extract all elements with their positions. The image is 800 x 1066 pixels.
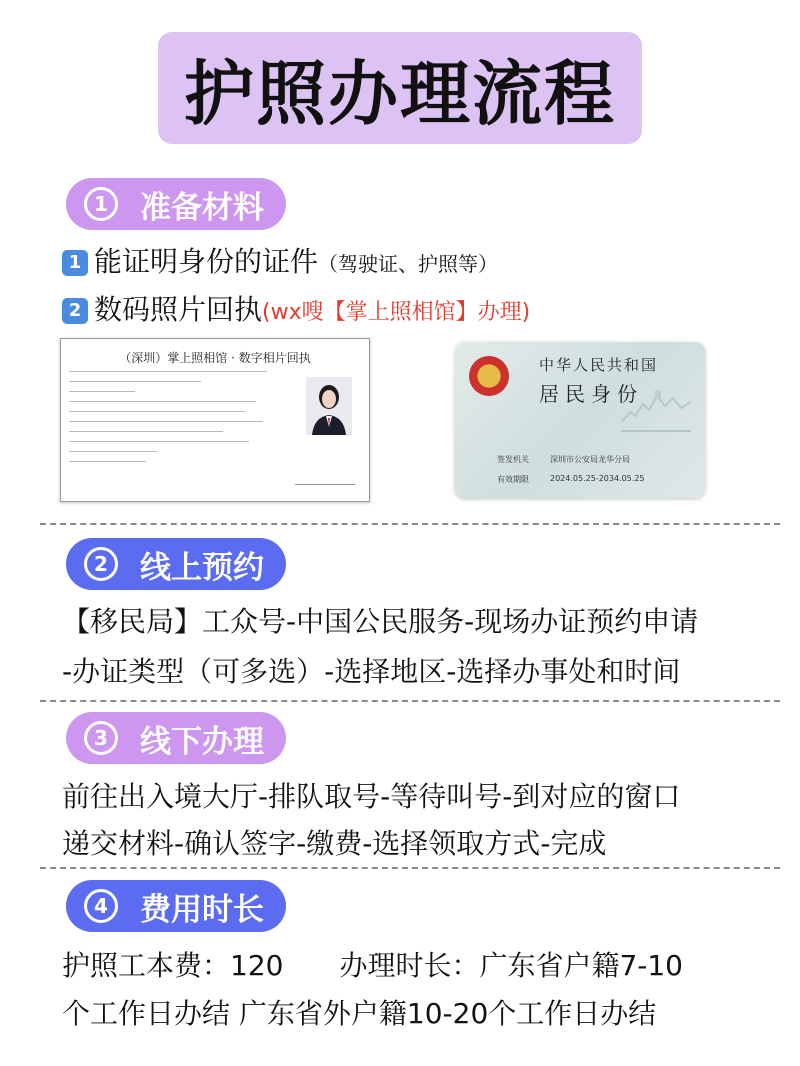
id-card-country: 中华人民共和国 (539, 356, 659, 374)
section-3-heading: 线下办理 (140, 723, 264, 760)
section-1-heading: 准备材料 (140, 189, 264, 226)
receipt-text-lines (69, 371, 289, 471)
great-wall-icon (621, 382, 691, 432)
keycap-1-icon: 1 (62, 250, 88, 276)
material-item-2 (62, 288, 530, 328)
section-2-number: 2 (84, 547, 118, 581)
section-4-number: 4 (84, 889, 118, 923)
material-item-1 (62, 240, 498, 280)
section-4-header (66, 880, 286, 932)
receipt-title: （深圳）掌上照相馆 · 数字相片回执 (119, 351, 311, 365)
section-3-header (66, 712, 286, 764)
id-card-doc-type: 居民身份 (539, 382, 643, 406)
photo-receipt-image (60, 338, 370, 502)
section-2-line-2: -办证类型（可多选）-选择地区-选择办事处和时间 (62, 655, 681, 688)
id-card-issuer: 深圳市公安局龙华分局 (550, 455, 630, 464)
divider-3 (40, 867, 780, 869)
keycap-2-icon: 2 (62, 298, 88, 324)
section-3-line-2: 递交材料-确认签字-缴费-选择领取方式-完成 (62, 827, 607, 860)
id-card-validity: 2024.05.25-2034.05.25 (550, 474, 645, 483)
section-1-header (66, 178, 286, 230)
national-emblem-icon (469, 356, 509, 396)
title-banner (158, 32, 642, 144)
section-4-line-2: 个工作日办结 广东省外户籍10-20个工作日办结 (62, 997, 657, 1030)
portrait-photo (306, 377, 352, 435)
section-2-header (66, 538, 286, 590)
section-2-line-1: 【移民局】工众号-中国公民服务-现场办证预约申请 (62, 605, 699, 638)
divider-2 (40, 700, 780, 702)
id-card-issuer-label: 签发机关 (497, 455, 529, 464)
material-item-1-note: （驾驶证、护照等） (318, 252, 499, 276)
section-3-number: 3 (84, 721, 118, 755)
divider-1 (40, 523, 780, 525)
section-4-heading: 费用时长 (140, 891, 264, 928)
id-card-validity-label: 有效期限 (497, 475, 529, 484)
section-2-heading: 线上预约 (140, 549, 264, 586)
material-item-1-text: 能证明身份的证件 (94, 245, 319, 278)
section-4-line-1: 护照工本费：120 办理时长：广东省户籍7-10 (62, 949, 683, 982)
signature-line (295, 484, 355, 485)
section-3-line-1: 前往出入境大厅-排队取号-等待叫号-到对应的窗口 (62, 780, 681, 813)
material-item-2-note: (wx嗖【掌上照相馆】办理) (262, 300, 531, 325)
page-title: 护照办理流程 (184, 52, 616, 135)
id-card-image (455, 342, 705, 498)
section-1-number: 1 (84, 187, 118, 221)
material-item-2-text: 数码照片回执 (94, 293, 263, 326)
